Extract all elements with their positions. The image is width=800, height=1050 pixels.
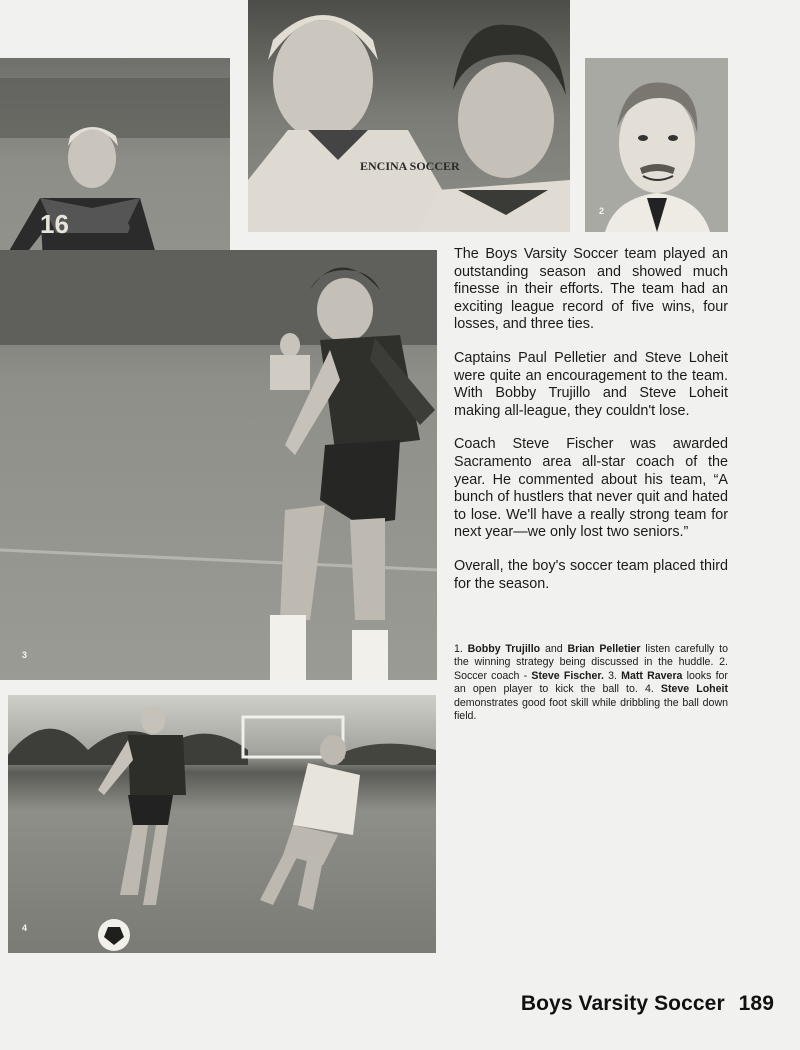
caption-1-name-a: Bobby Trujillo: [467, 643, 541, 655]
caption-2-text: Soccer coach -: [454, 669, 528, 682]
caption-4-name: Steve Loheit: [660, 683, 728, 696]
photo-coach: [585, 58, 728, 232]
caption-1-num: 1.: [454, 643, 463, 655]
page-footer: [521, 992, 774, 1016]
caption-1-and: and: [544, 643, 563, 655]
photo-number-3: 3: [22, 650, 28, 660]
caption-3-name: Matt Ravera: [621, 669, 683, 682]
article-body: [454, 246, 728, 609]
photo-captions: [454, 643, 728, 723]
paragraph-overall: Overall, the boy's soccer team placed third for the season.: [454, 557, 728, 592]
caption-1-text: listen carefully to the winning strategy being discussed in the huddle.: [454, 643, 728, 669]
caption-1-name-b: Brian Pelletier: [567, 643, 641, 655]
paragraph-coach: Coach Steve Fischer was awarded Sacramento area all-star coach of the year. He commented about his team, “A bunch of hustlers that never quit and hated to lose. We'll have a really strong team for next year—we only lost two seniors.”: [454, 436, 728, 541]
caption-4-num: 4.: [644, 683, 654, 696]
caption-2-num: 2.: [719, 656, 728, 669]
jersey-number-16: 16: [40, 209, 69, 239]
bleed-through-text: [440, 744, 726, 952]
photo-huddle: [248, 0, 570, 232]
photo-dribbling: [8, 695, 436, 953]
paragraph-captains: Captains Paul Pelletier and Steve Loheit were quite an encouragement to the team. With Bobby Trujillo and Steve Loheit making all-league, they couldn't lose.: [454, 349, 728, 419]
photo-number-2: 2: [599, 206, 605, 216]
photo-number-4: 4: [22, 923, 28, 933]
footer-title: Boys Varsity Soccer: [520, 992, 725, 1015]
photo-player-kicking: [0, 250, 437, 680]
caption-4-text: demonstrates good foot skill while dribbling the ball down field.: [454, 696, 728, 723]
page-number: 189: [738, 992, 774, 1015]
caption-3-text: looks for an open player to kick the ball to.: [454, 669, 728, 696]
caption-3-num: 3.: [608, 669, 617, 682]
shirt-text: ENCINA SOCCER: [360, 159, 460, 173]
paragraph-season: The Boys Varsity Soccer team played an outstanding season and showed much finesse in their efforts. The team had an exciting league record of five wins, four losses, and three ties.: [454, 246, 728, 333]
caption-2-name: Steve Fischer.: [531, 669, 604, 682]
